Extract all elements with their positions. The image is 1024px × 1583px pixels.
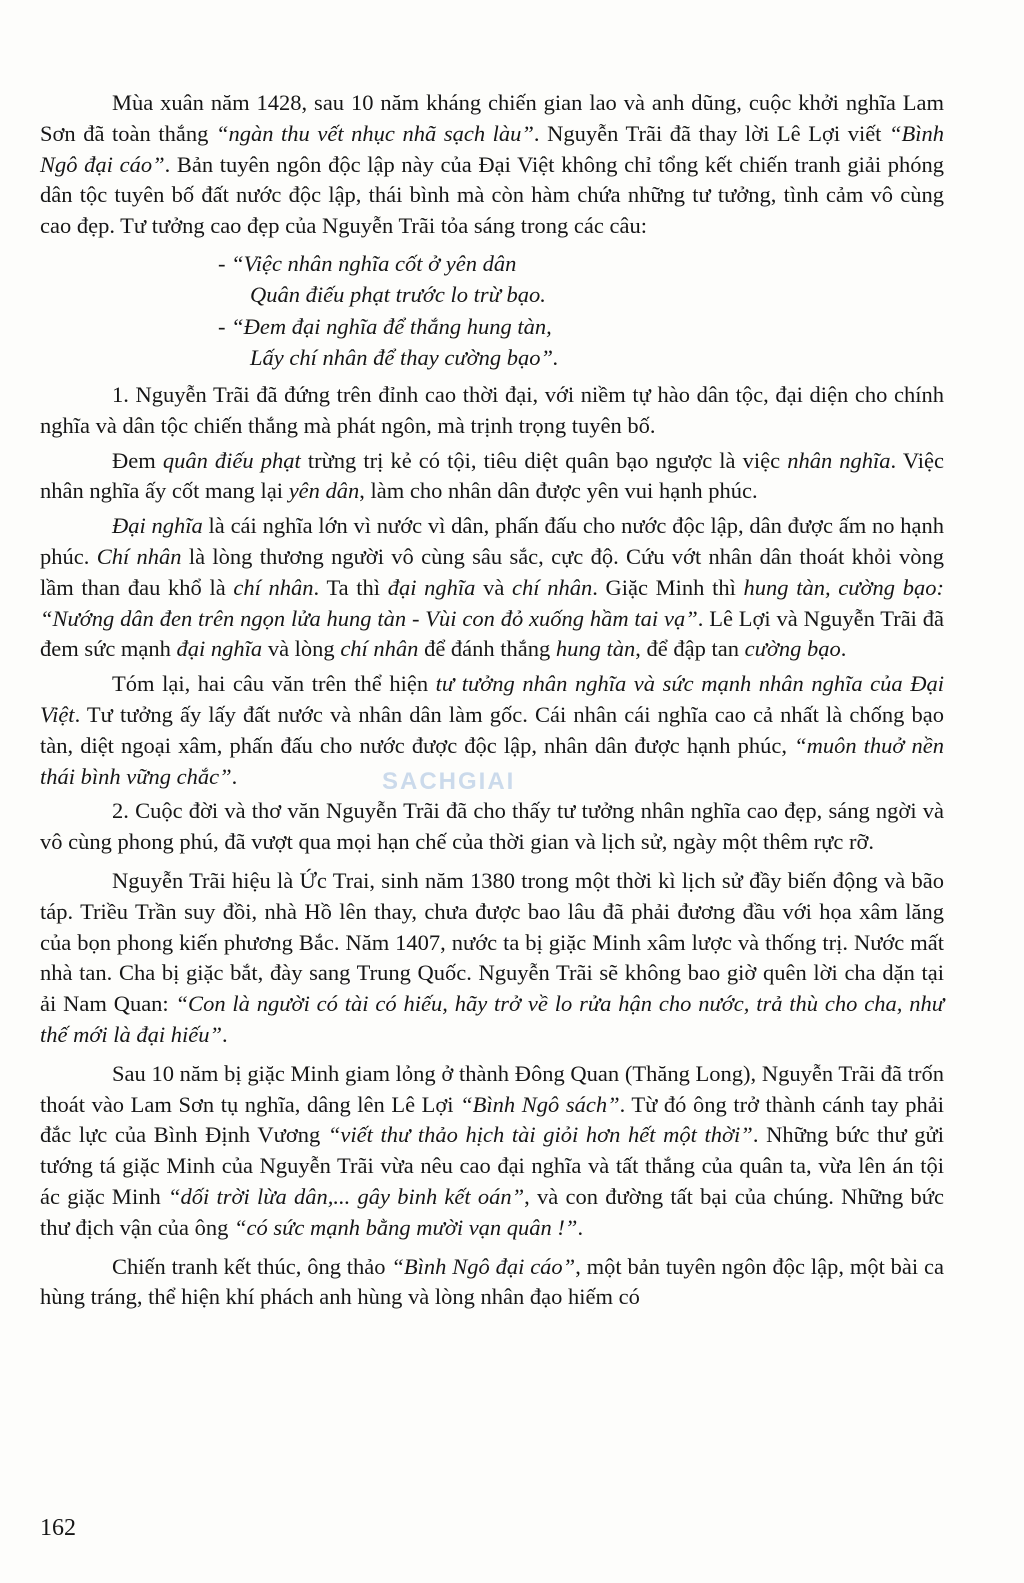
paragraph-2: 1. Nguyễn Trãi đã đứng trên đỉnh cao thời đại, với niềm tự hào dân tộc, đại diện cho chính nghĩa và dân tộc chiến thắng mà phát ngôn, mà trịnh trọng tuyên bố.: [40, 381, 944, 438]
verse-1-line-2: Quân điếu phạt trước lo trừ bạo.: [250, 282, 546, 308]
verse-1-line-1: - “Việc nhân nghĩa cốt ở yên dân: [218, 250, 517, 276]
quoted-verses: [40, 248, 944, 374]
page-number: 162: [40, 1515, 76, 1541]
paragraph-1: Mùa xuân năm 1428, sau 10 năm kháng chiến gian lao và anh dũng, cuộc khởi nghĩa Lam Sơn đã toàn thắng “ngàn thu vết nhục nhã sạch làu”. Nguyễn Trãi đã thay lời Lê Lợi viết “Bình Ngô đại cáo”. Bản tuyên ngôn độc lập này của Đại Việt không chỉ tổng kết chiến tranh giải phóng dân tộc tuyên bố đất nước độc lập, thái bình mà còn hàm chứa những tư tưởng, tình cảm vô cùng cao đẹp. Tư tưởng cao đẹp của Nguyễn Trãi tỏa sáng trong các câu:: [40, 90, 945, 239]
paragraph-8: Sau 10 năm bị giặc Minh giam lỏng ở thành Đông Quan (Thăng Long), Nguyễn Trãi đã trốn thoát vào Lam Sơn tụ nghĩa, dâng lên Lê Lợi “Bình Ngô sách”. Từ đó ông trở thành cánh tay phải đắc lực của Bình Định Vương “viết thư thảo hịch tài giỏi hơn hết một thời”. Những bức thư gửi tướng tá giặc Minh của Nguyễn Trãi vừa nêu cao đại nghĩa và tất thắng của quân ta, vừa lên án tội ác giặc Minh “dối trời lừa dân,... gây binh kết oán”, và con đường tất bại của chúng. Những bức thư địch vận của ông “có sức mạnh bằng mười vạn quân !”.: [40, 1060, 944, 1240]
watermark: SACHGIAI: [382, 768, 516, 795]
paragraph-5: Tóm lại, hai câu văn trên thể hiện tư tưởng nhân nghĩa và sức mạnh nhân nghĩa của Đại Việt. Tư tưởng ấy lấy đất nước và nhân dân làm gốc. Cái nhân cái nghĩa cao cả nhất là chống bạo tàn, diệt ngoại xâm, phấn đấu cho nước được độc lập, nhân dân được hạnh phúc, “muôn thuở nền thái bình vững chắc”.: [40, 671, 944, 789]
paragraph-6: 2. Cuộc đời và thơ văn Nguyễn Trãi đã cho thấy tư tưởng nhân nghĩa cao đẹp, sáng ngời và vô cùng phong phú, đã vượt qua mọi hạn chế của thời gian và lịch sử, ngày một thêm rực rỡ.: [40, 798, 944, 855]
page-body: [40, 88, 944, 1313]
paragraph-7: Nguyễn Trãi hiệu là Ức Trai, sinh năm 1380 trong một thời kì lịch sử đầy biến động và bão táp. Triều Trần suy đồi, nhà Hồ lên thay, chưa được bao lâu đã phải đương đầu với họa xâm lăng của bọn phong kiến phương Bắc. Năm 1407, nước ta bị giặc Minh xâm lược và thống trị. Nước mất nhà tan. Cha bị giặc bắt, đày sang Trung Quốc. Nguyễn Trãi sẽ không bao giờ quên lời cha dặn tại ải Nam Quan: “Con là người có tài có hiếu, hãy trở về lo rửa hận cho nước, trả thù cho cha, như thế mới là đại hiếu”.: [40, 867, 944, 1047]
verse-2-line-1: - “Đem đại nghĩa để thắng hung tàn,: [218, 313, 552, 339]
paragraph-4: Đại nghĩa là cái nghĩa lớn vì nước vì dân, phấn đấu cho nước độc lập, dân được ấm no hạnh phúc. Chí nhân là lòng thương người vô cùng sâu sắc, cực độ. Cứu vớt nhân dân thoát khỏi vòng lầm than đau khổ là chí nhân. Ta thì đại nghĩa và chí nhân. Giặc Minh thì hung tàn, cường bạo: “Nướng dân đen trên ngọn lửa hung tàn - Vùi con đỏ xuống hầm tai vạ”. Lê Lợi và Nguyễn Trãi đã đem sức mạnh đại nghĩa và lòng chí nhân để đánh thắng hung tàn, để đập tan cường bạo.: [40, 513, 944, 662]
verse-2-line-2: Lấy chí nhân để thay cường bạo”.: [250, 345, 559, 371]
paragraph-9: Chiến tranh kết thúc, ông thảo “Bình Ngô đại cáo”, một bản tuyên ngôn độc lập, một bài ca hùng tráng, thể hiện khí phách anh hùng và lòng nhân đạo hiếm có: [40, 1253, 944, 1310]
paragraph-3: Đem quân điếu phạt trừng trị kẻ có tội, tiêu diệt quân bạo ngược là việc nhân nghĩa. Việc nhân nghĩa ấy cốt mang lại yên dân, làm cho nhân dân được yên vui hạnh phúc.: [40, 447, 944, 504]
